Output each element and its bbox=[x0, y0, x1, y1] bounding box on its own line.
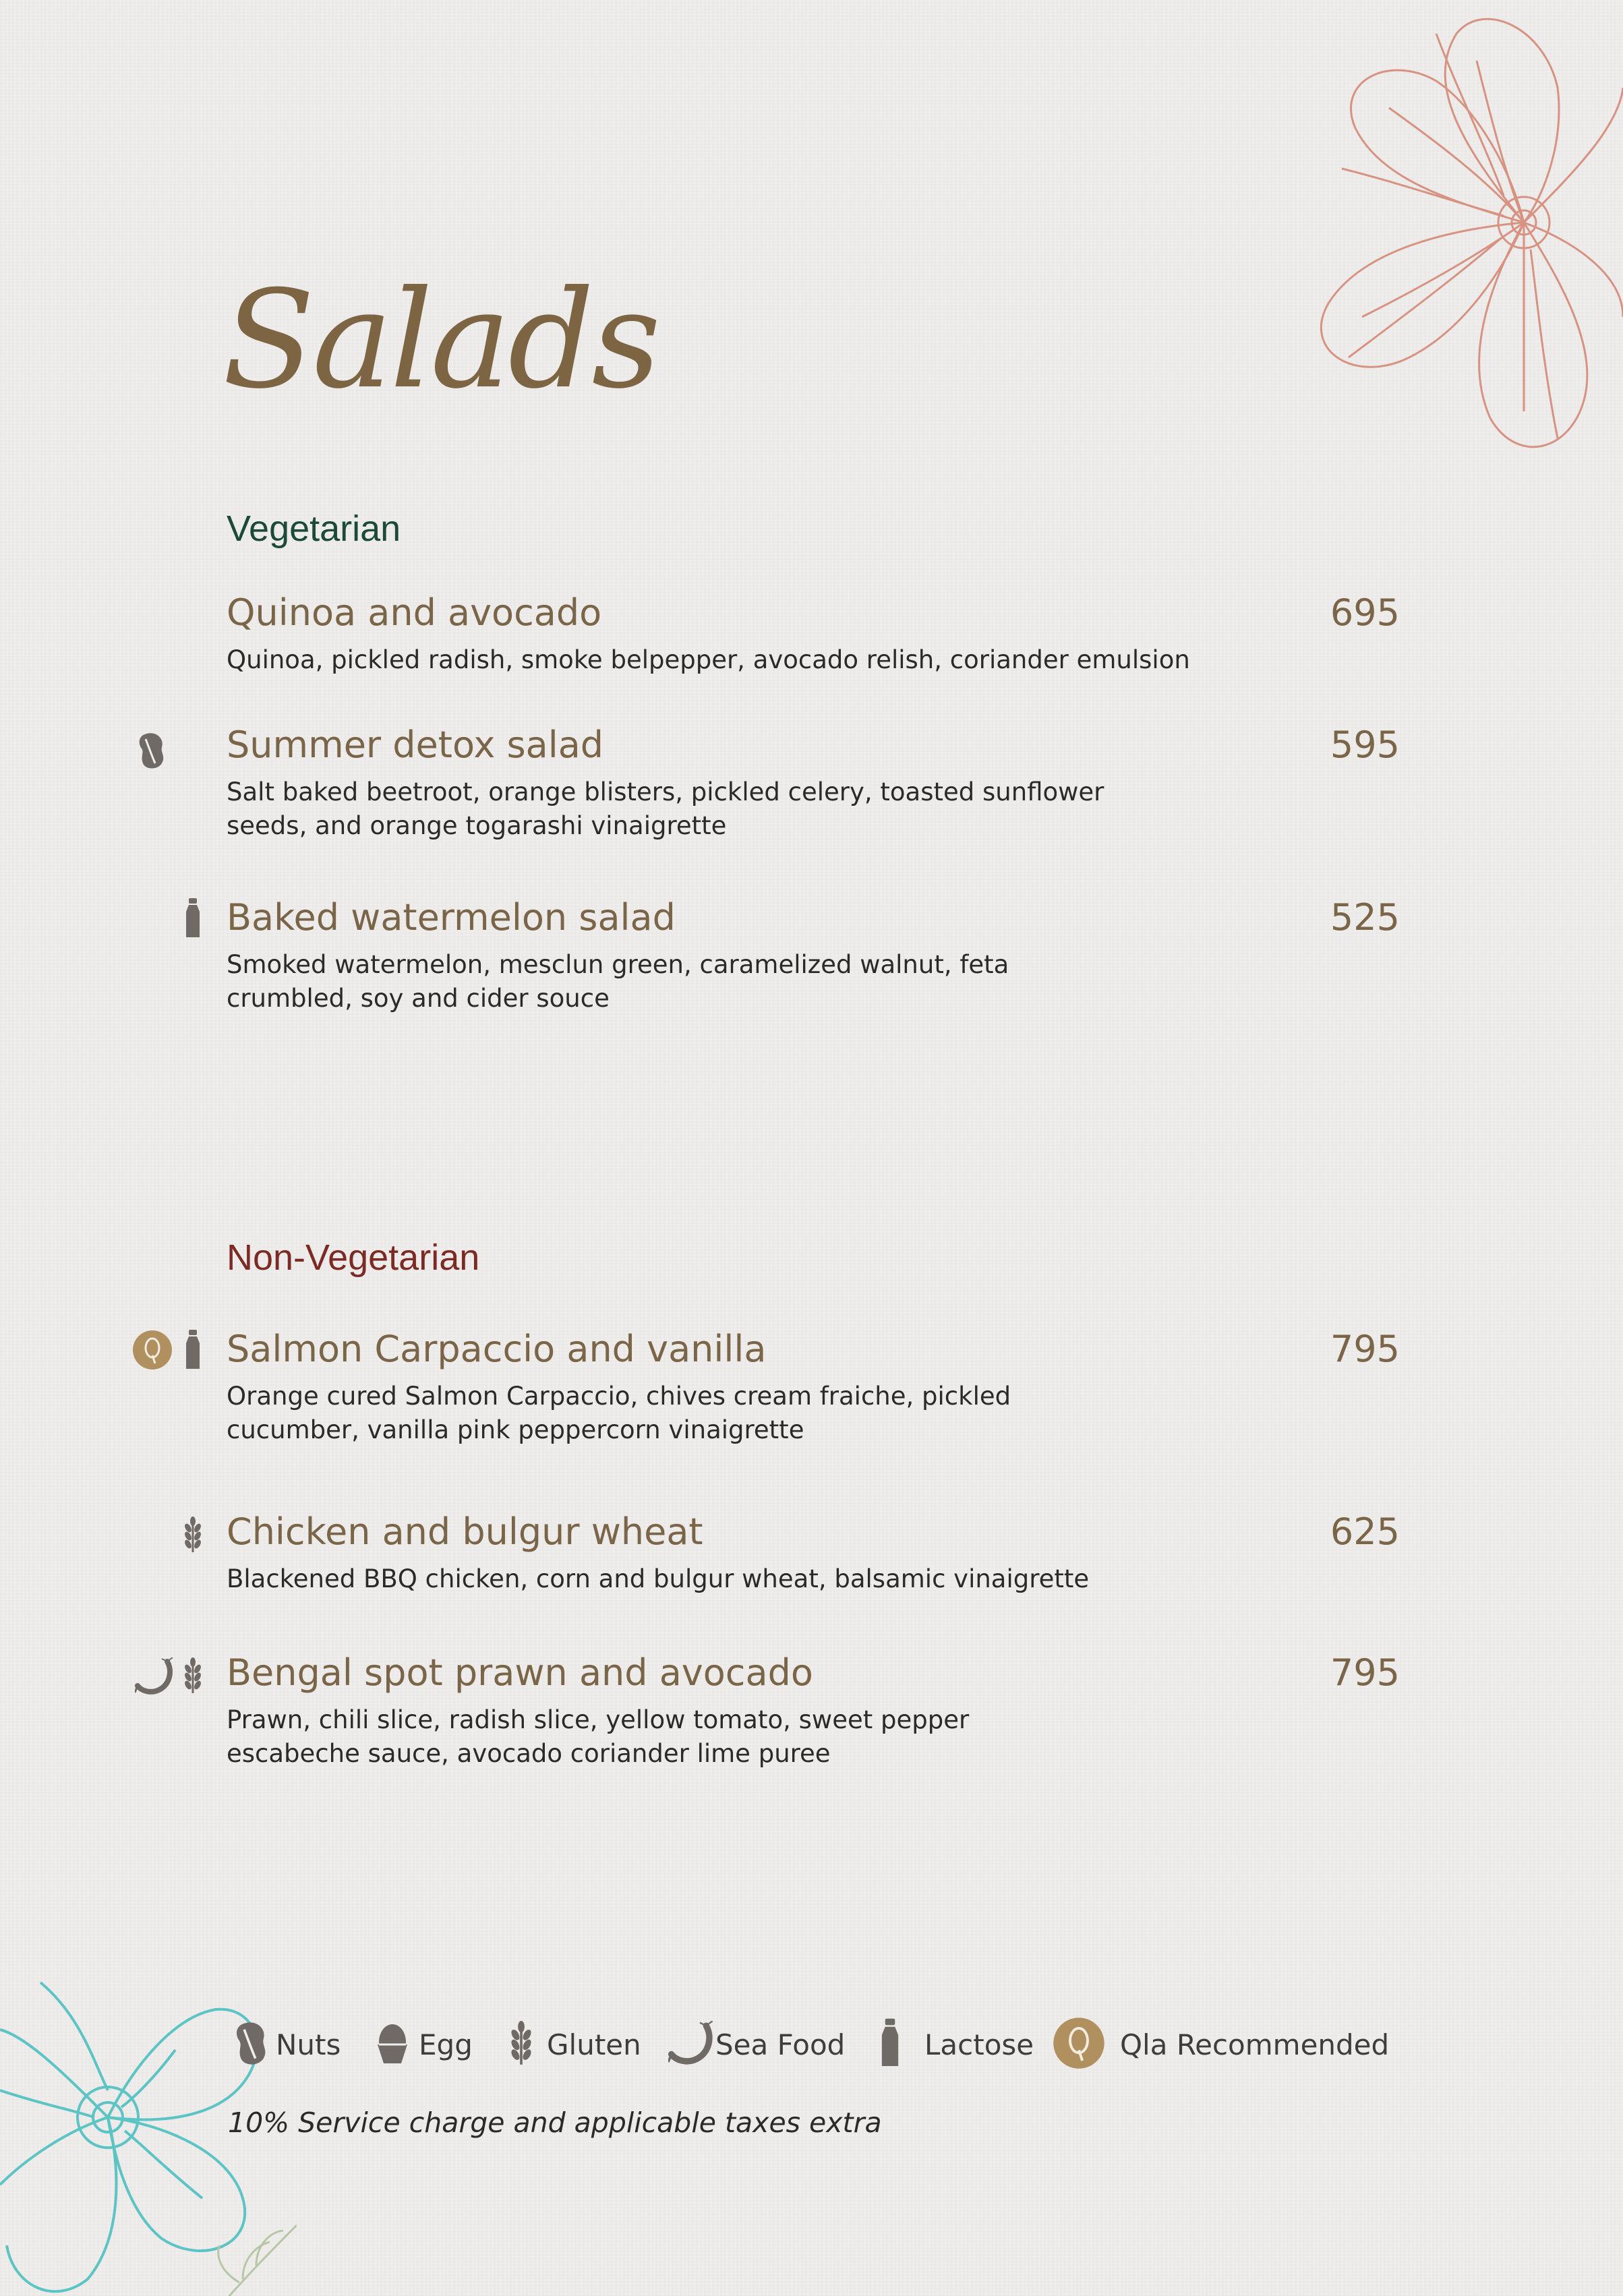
legend-item-lactose bbox=[879, 2020, 1034, 2069]
menu-item bbox=[227, 591, 1400, 677]
menu-item-price: 795 bbox=[1330, 1328, 1400, 1370]
qla-recommended-icon bbox=[132, 1330, 173, 1370]
legend-label: Sea Food bbox=[715, 2028, 846, 2061]
legend-label: Qla Recommended bbox=[1120, 2028, 1390, 2061]
gluten-icon bbox=[181, 1657, 205, 1695]
menu-item bbox=[227, 1651, 1400, 1771]
qla-recommended-icon bbox=[1053, 2017, 1105, 2072]
menu-item-name: Bengal spot prawn and avocado bbox=[227, 1651, 813, 1694]
menu-item bbox=[227, 1328, 1400, 1447]
page-title: Salads bbox=[223, 262, 659, 419]
menu-item-description: Orange cured Salmon Carpaccio, chives cream fraiche, pickled cucumber, vanilla pink peppercorn vinaigrette bbox=[227, 1382, 1011, 1444]
menu-item-description: Prawn, chili slice, radish slice, yellow tomato, sweet pepper escabeche sauce, avocado coriander lime puree bbox=[227, 1705, 970, 1768]
menu-item-price: 625 bbox=[1330, 1510, 1400, 1553]
nuts-icon bbox=[231, 2019, 273, 2070]
section-heading-non-vegetarian: Non-Vegetarian bbox=[227, 1237, 480, 1278]
menu-item-name: Quinoa and avocado bbox=[227, 591, 602, 634]
menu-item-description: Blackened BBQ chicken, corn and bulgur wheat, balsamic vinaigrette bbox=[227, 1564, 1090, 1593]
gluten-icon bbox=[181, 1516, 205, 1554]
seafood-icon bbox=[668, 2021, 714, 2068]
egg-icon bbox=[374, 2019, 411, 2070]
menu-item-description: Smoked watermelon, mesclun green, caramelized walnut, feta crumbled, soy and cider souce bbox=[227, 950, 1009, 1013]
menu-item-name: Baked watermelon salad bbox=[227, 896, 676, 939]
menu-item-name: Summer detox salad bbox=[227, 724, 604, 766]
legend-item-egg bbox=[374, 2020, 473, 2069]
gluten-icon bbox=[506, 2019, 536, 2070]
menu-item-name: Chicken and bulgur wheat bbox=[227, 1510, 703, 1553]
legend-label: Nuts bbox=[276, 2028, 341, 2061]
menu-item-price: 795 bbox=[1330, 1651, 1400, 1694]
section-heading-vegetarian: Vegetarian bbox=[227, 508, 401, 549]
lactose-icon bbox=[183, 898, 202, 939]
menu-item-price: 595 bbox=[1330, 724, 1400, 766]
lactose-icon bbox=[183, 1330, 202, 1370]
legend-label: Gluten bbox=[547, 2028, 641, 2061]
nuts-icon bbox=[135, 731, 170, 770]
legend-item-gluten bbox=[506, 2020, 641, 2069]
legend-item-nuts bbox=[231, 2020, 341, 2069]
legend-item-qla-recommended bbox=[1053, 2020, 1389, 2069]
menu-item bbox=[227, 724, 1400, 843]
service-charge-note: 10% Service charge and applicable taxes extra bbox=[228, 2107, 882, 2139]
menu-item bbox=[227, 1510, 1400, 1596]
lactose-icon bbox=[879, 2018, 902, 2071]
pink-flower-decoration bbox=[1301, 7, 1623, 472]
menu-item-description: Quinoa, pickled radish, smoke belpepper, avocado relish, coriander emulsion bbox=[227, 645, 1190, 674]
legend-label: Egg bbox=[419, 2028, 473, 2061]
menu-item bbox=[227, 896, 1400, 1015]
menu-item-name: Salmon Carpaccio and vanilla bbox=[227, 1328, 767, 1370]
seafood-icon bbox=[135, 1657, 174, 1695]
legend-label: Lactose bbox=[924, 2028, 1034, 2061]
menu-item-price: 525 bbox=[1330, 896, 1400, 939]
legend-item-seafood bbox=[668, 2020, 845, 2069]
menu-item-price: 695 bbox=[1330, 591, 1400, 634]
menu-item-description: Salt baked beetroot, orange blisters, pickled celery, toasted sunflower seeds, and orange togarashi vinaigrette bbox=[227, 777, 1104, 840]
